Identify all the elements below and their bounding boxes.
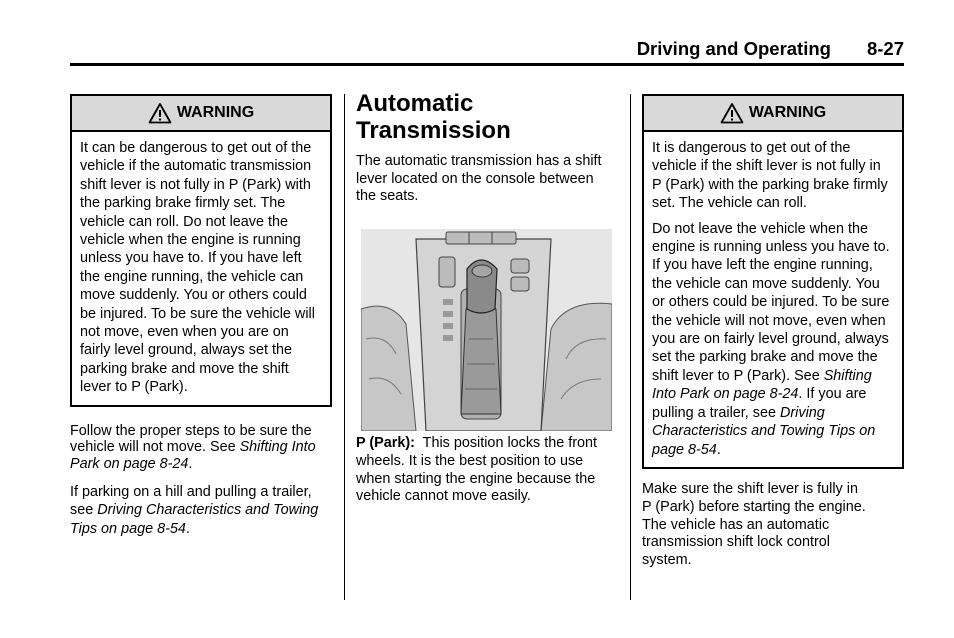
middle-column — [356, 90, 608, 216]
section-heading: Automatic Transmission — [356, 90, 511, 144]
warning-triangle-icon — [720, 102, 744, 124]
paragraph-end: . — [188, 456, 193, 473]
column-divider-left — [344, 94, 345, 600]
header-rule — [70, 63, 904, 66]
paragraph-proper-steps — [70, 423, 332, 473]
warning-text: Do not leave the vehicle when the engine is running unless you have to. If you have left the engine running, the vehicle can move suddenly. You or others could be injured. To be sure the vehicle will not move, even when you are on fairly level ground, always set the parking brake and move the shift lever to P (Park). See — [652, 220, 890, 384]
warning-title: WARNING — [176, 103, 255, 121]
warning-triangle-icon — [148, 102, 172, 124]
right-column — [642, 94, 904, 580]
left-column — [70, 94, 332, 548]
warning-title: WARNING — [748, 103, 827, 121]
column-divider-right — [630, 94, 631, 600]
park-description: This position locks the front wheels. It is the best position to use when starting the engine because the vehicle cannot move easily. — [356, 435, 602, 505]
paragraph-text: If parking on a hill and pulling a trailer, see — [70, 484, 312, 519]
paragraph-hill-parking — [70, 483, 332, 538]
warning-text: . — [716, 441, 721, 458]
paragraph-intro: The automatic transmission has a shift lever located on the console between the seats. — [356, 153, 602, 205]
paragraph-shift-lock: Make sure the shift lever is fully in P (Park) before starting the engine. The vehicle has an automatic transmission shift lock control system. — [642, 480, 866, 569]
park-label: P (Park): — [356, 435, 415, 451]
warning-header — [72, 96, 330, 132]
cross-reference-link[interactable]: Shifting Into Park on page 8-24 — [652, 367, 872, 403]
warning-box-right — [642, 94, 904, 469]
paragraph-park — [356, 435, 608, 506]
console-image — [361, 229, 612, 431]
paragraph-text: Follow the proper steps to be sure the vehicle will not move. See — [70, 422, 312, 456]
warning-paragraph-1: It is dangerous to get out of the vehicle if the shift lever is not fully in P (Park) with the parking brake firmly set. The vehicle can roll. — [652, 140, 888, 212]
middle-column-lower — [356, 435, 608, 516]
page-header — [70, 38, 904, 64]
warning-header — [644, 96, 902, 132]
page-number: 8-27 — [866, 38, 904, 59]
warning-text: It can be dangerous to get out of the vehicle if the automatic transmission shift lever is not fully in P (Park) with the parking brake firmly set. The vehicle can roll. Do not leave the vehicle when the engine is running unless you have to. If you have left the engine running, the vehicle can move suddenly. You or others could be injured. To be sure the vehicle will not move, even when you are on fairly level ground, always set the parking brake and move the shift lever to P (Park). — [80, 140, 315, 396]
cross-reference-link[interactable]: Driving Characteristics and Towing Tips on page 8-54 — [652, 404, 876, 458]
paragraph-end: . — [185, 520, 190, 537]
warning-paragraph-2 — [652, 220, 894, 459]
warning-box-left — [70, 94, 332, 407]
shift-lever-illustration — [361, 229, 612, 431]
warning-body — [72, 132, 330, 405]
warning-body — [644, 132, 902, 467]
cross-reference-link[interactable]: Shifting Into Park on page 8-24 — [70, 439, 316, 473]
cross-reference-link[interactable]: Driving Characteristics and Towing Tips on page 8-54 — [70, 502, 319, 537]
section-title: Driving and Operating — [636, 38, 831, 59]
warning-text: . If you are pulling a trailer, see — [652, 386, 867, 421]
